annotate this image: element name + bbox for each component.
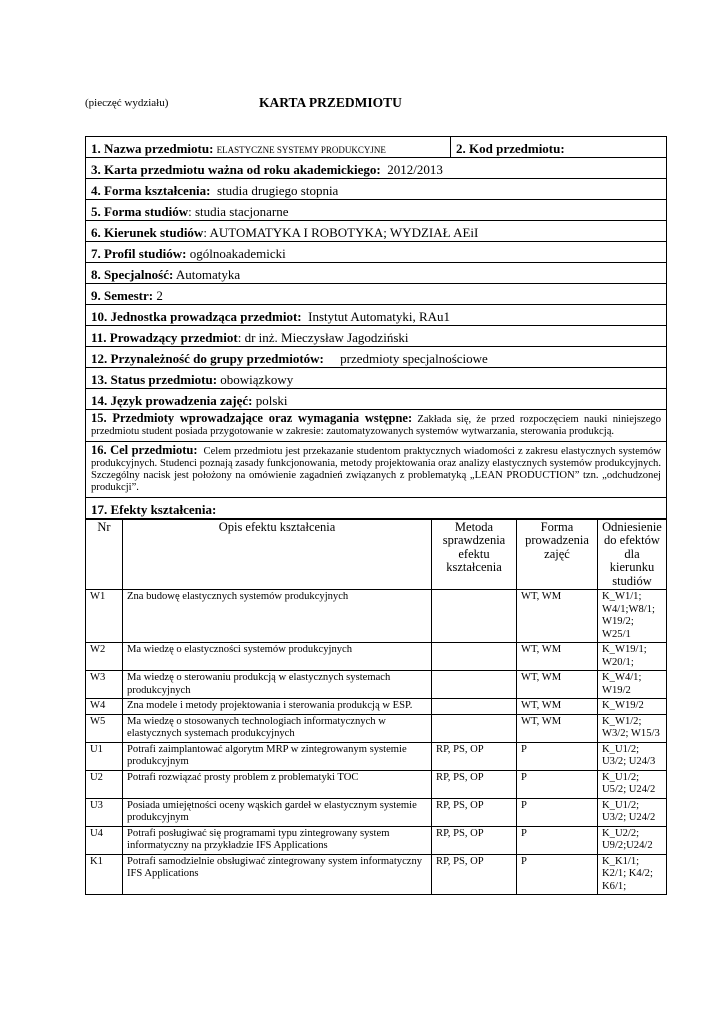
header-method: Metoda sprawdzenia efektu kształcenia	[432, 519, 517, 590]
cell-form: P	[517, 854, 598, 894]
header-reference: Odniesienie do efektów dla kierunku studiów	[598, 519, 667, 590]
cell-reference: K_U2/2; U9/2;U24/2	[598, 826, 667, 854]
course-goal-value: Celem przedmiotu jest przekazanie studentom praktycznych wiadomości z zakresu elastycznych systemów produkcyjnych. Studenci poznają zasady funkcjonowania, metody projektowania oraz analizy elastycznych systemów produkcyjnych. Szczególny nacisk jest położony na omówienie zagadnień związanych z problematyką „LEAN PRODUCTION” tzn. „odchudzonej produkcji”.	[91, 445, 662, 494]
outcomes-header-row	[86, 519, 666, 590]
cell-method	[432, 699, 517, 715]
valid-year-label: 3. Karta przedmiotu ważna od roku akademickiego:	[91, 162, 381, 177]
language-label: 14. Język prowadzenia zajęć:	[91, 393, 253, 408]
cell-nr: W5	[86, 714, 123, 742]
faculty-stamp-label: (pieczęć wydziału)	[85, 97, 169, 109]
cell-form: WT, WM	[517, 590, 598, 643]
cell-description: Zna modele i metody projektowania i sterowania produkcją w ESP.	[123, 699, 432, 715]
cell-nr: U3	[86, 798, 123, 826]
header-form: Forma prowadzenia zajęć	[517, 519, 598, 590]
course-name-cell	[86, 137, 451, 157]
cell-description: Potrafi samodzielnie obsługiwać zintegrowany system informatyczny IFS Applications	[123, 854, 432, 894]
table-row	[86, 854, 666, 894]
cell-nr: W4	[86, 699, 123, 715]
cell-reference: K_U1/2; U5/2; U24/2	[598, 770, 667, 798]
cell-form: P	[517, 798, 598, 826]
cell-reference: K_U1/2; U3/2; U24/2	[598, 798, 667, 826]
study-profile-label: 7. Profil studiów:	[91, 246, 187, 261]
row-unit	[86, 305, 666, 326]
lecturer-label: 11. Prowadzący przedmiot	[91, 330, 238, 345]
row-course-name	[86, 137, 666, 158]
semester-label: 9. Semestr:	[91, 288, 154, 303]
cell-reference: K_U1/2; U3/2; U24/3	[598, 742, 667, 770]
prerequisites-label: 15. Przedmioty wprowadzające oraz wymagania wstępne:	[91, 411, 413, 425]
course-status-label: 13. Status przedmiotu:	[91, 372, 218, 387]
course-card-table	[85, 136, 667, 895]
cell-method: RP, PS, OP	[432, 742, 517, 770]
cell-nr: W2	[86, 643, 123, 671]
cell-description: Potrafi posługiwać się programami typu zintegrowany system informatyczny na przykładzie IFS Applications	[123, 826, 432, 854]
prerequisites-value: Zakłada się, że przed rozpoczęciem nauki niniejszego przedmiotu student posiada przygotowanie w zakresie: zautomatyzowanych systemów wytwarzania, sterowania produkcją.	[91, 414, 661, 438]
unit-label: 10. Jednostka prowadząca przedmiot:	[91, 309, 302, 324]
table-row	[86, 699, 666, 715]
cell-reference: K_W19/1; W20/1;	[598, 643, 667, 671]
row-language	[86, 389, 666, 410]
education-form-label: 4. Forma kształcenia:	[91, 183, 211, 198]
document-title: KARTA PRZEDMIOTU	[259, 95, 402, 110]
row-prerequisites	[86, 410, 666, 442]
row-course-goal	[86, 442, 666, 498]
course-name-value: ELASTYCZNE SYSTEMY PRODUKCYJNE	[216, 145, 386, 155]
row-specialty	[86, 263, 666, 284]
study-form-value: : studia stacjonarne	[188, 204, 289, 219]
row-semester	[86, 284, 666, 305]
row-study-profile	[86, 242, 666, 263]
cell-nr: W1	[86, 590, 123, 643]
cell-form: WT, WM	[517, 699, 598, 715]
table-row	[86, 742, 666, 770]
cell-reference: K_W1/1; W4/1;W8/1; W19/2; W25/1	[598, 590, 667, 643]
cell-description: Ma wiedzę o elastyczności systemów produkcyjnych	[123, 643, 432, 671]
course-code-cell	[451, 137, 666, 157]
valid-year-value: 2012/2013	[387, 162, 443, 177]
cell-method: RP, PS, OP	[432, 826, 517, 854]
field-of-study-value: : AUTOMATYKA I ROBOTYKA; WYDZIAŁ AEiI	[203, 225, 479, 240]
cell-form: P	[517, 826, 598, 854]
row-learning-outcomes	[86, 498, 666, 519]
cell-form: P	[517, 742, 598, 770]
cell-description: Ma wiedzę o stosowanych technologiach informatycznych w elastycznych systemach produkcyjnych	[123, 714, 432, 742]
row-valid-year	[86, 158, 666, 179]
study-form-label: 5. Forma studiów	[91, 204, 189, 219]
cell-description: Ma wiedzę o sterowaniu produkcją w elastycznych systemach produkcyjnych	[123, 671, 432, 699]
cell-reference: K_K1/1; K2/1; K4/2; K6/1;	[598, 854, 667, 894]
specialty-label: 8. Specjalność:	[91, 267, 174, 282]
semester-value: 2	[156, 288, 163, 303]
cell-method: RP, PS, OP	[432, 798, 517, 826]
cell-reference: K_W1/2; W3/2; W15/3	[598, 714, 667, 742]
cell-nr: U4	[86, 826, 123, 854]
lecturer-value: : dr inż. Mieczysław Jagodziński	[237, 330, 409, 345]
cell-method: RP, PS, OP	[432, 770, 517, 798]
course-name-label: 1. Nazwa przedmiotu:	[91, 141, 214, 156]
row-study-form	[86, 200, 666, 221]
cell-form: WT, WM	[517, 671, 598, 699]
cell-form: WT, WM	[517, 643, 598, 671]
cell-nr: W3	[86, 671, 123, 699]
learning-outcomes-table	[86, 519, 666, 895]
row-field-of-study	[86, 221, 666, 242]
page-header	[85, 95, 665, 115]
specialty-value: Automatyka	[175, 267, 241, 282]
cell-nr: K1	[86, 854, 123, 894]
cell-description: Potrafi rozwiązać prosty problem z problematyki TOC	[123, 770, 432, 798]
cell-form: WT, WM	[517, 714, 598, 742]
table-row	[86, 714, 666, 742]
header-description: Opis efektu kształcenia	[123, 519, 432, 590]
cell-method	[432, 590, 517, 643]
cell-form: P	[517, 770, 598, 798]
course-code-label: 2. Kod przedmiotu:	[456, 141, 565, 156]
cell-description: Posiada umiejętności oceny wąskich gardeł w elastycznym systemie produkcyjnym	[123, 798, 432, 826]
course-status-value: obowiązkowy	[220, 372, 294, 387]
cell-nr: U1	[86, 742, 123, 770]
table-row	[86, 590, 666, 643]
table-row	[86, 798, 666, 826]
course-group-label: 12. Przynależność do grupy przedmiotów:	[91, 351, 324, 366]
header-nr: Nr	[86, 519, 123, 590]
cell-nr: U2	[86, 770, 123, 798]
course-goal-label: 16. Cel przedmiotu:	[91, 442, 198, 457]
cell-reference: K_W19/2	[598, 699, 667, 715]
row-lecturer	[86, 326, 666, 347]
language-value: polski	[255, 393, 288, 408]
table-row	[86, 671, 666, 699]
cell-method	[432, 714, 517, 742]
cell-method	[432, 643, 517, 671]
study-profile-value: ogólnoakademicki	[189, 246, 286, 261]
education-form-value: studia drugiego stopnia	[217, 183, 339, 198]
learning-outcomes-label: 17. Efekty kształcenia:	[91, 501, 217, 517]
field-of-study-label: 6. Kierunek studiów	[91, 225, 204, 240]
table-row	[86, 770, 666, 798]
cell-method	[432, 671, 517, 699]
unit-value: Instytut Automatyki, RAu1	[308, 309, 451, 324]
cell-method: RP, PS, OP	[432, 854, 517, 894]
row-course-status	[86, 368, 666, 389]
row-course-group	[86, 347, 666, 368]
course-group-value: przedmioty specjalnościowe	[340, 351, 488, 366]
cell-description: Potrafi zaimplantować algorytm MRP w zintegrowanym systemie produkcyjnym	[123, 742, 432, 770]
cell-reference: K_W4/1; W19/2	[598, 671, 667, 699]
table-row	[86, 826, 666, 854]
cell-description: Zna budowę elastycznych systemów produkcyjnych	[123, 590, 432, 643]
outcomes-body	[86, 590, 666, 895]
row-education-form	[86, 179, 666, 200]
table-row	[86, 643, 666, 671]
